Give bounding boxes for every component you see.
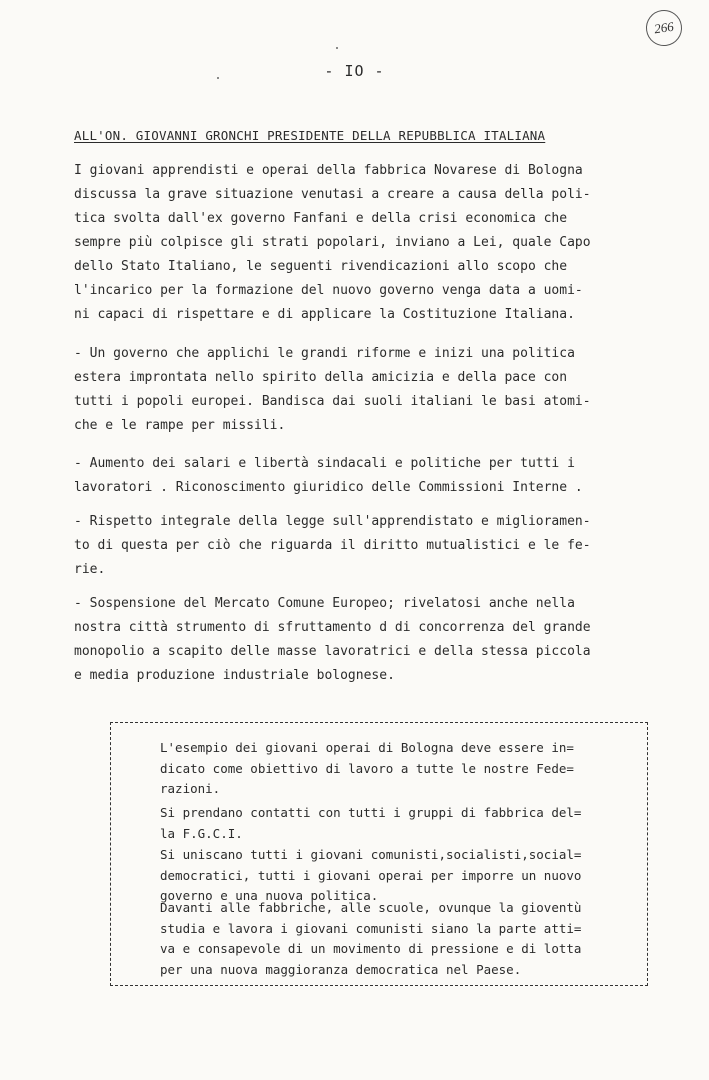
text-line: - Aumento dei salari e libertà sindacali e politiche per tutti i [74,456,575,471]
text-line: la F.G.C.I. [160,825,243,841]
text-line: l'incarico per la formazione del nuovo governo venga data a uomi- [74,283,583,298]
text-line: e media produzione industriale bolognese. [74,668,395,683]
text-line: per una nuova maggioranza democratica nel Paese. [160,961,522,977]
intro-paragraph [74,159,644,327]
text-line: dicato come obiettivo di lavoro a tutte le nostre Fede= [160,760,574,776]
demand-paragraph [74,592,644,688]
text-line: Si uniscano tutti i giovani comunisti,socialisti,social= [160,847,582,862]
box-paragraph [160,803,640,844]
text-line: sempre più colpisce gli strati popolari, inviano a Lei, quale Capo [74,235,591,250]
text-line: - Un governo che applichi le grandi riforme e inizi una politica [74,346,575,361]
box-paragraph [160,898,640,980]
scan-speck [336,47,338,49]
text-line: - Rispetto integrale della legge sull'apprendistato e miglioramen- [74,514,591,529]
text-line: to di questa per ciò che riguarda il diritto mutualistici e le fe- [74,538,591,553]
text-line: I giovani apprendisti e operai della fabbrica Novarese di Bologna [74,163,583,178]
text-line: - Sospensione del Mercato Comune Europeo; rivelatosi anche nella [74,596,575,611]
text-line: estera improntata nello spirito della amicizia e della pace con [74,370,568,385]
page-number: - IO - [324,62,385,80]
text-line: che e le rampe per missili. [74,418,286,433]
text-line: tica svolta dall'ex governo Fanfani e della crisi economica che [74,211,568,226]
demand-paragraph [74,342,644,438]
demand-paragraph [74,510,644,582]
text-line: nostra città strumento di sfruttamento d di concorrenza del grande [74,620,591,635]
text-line: lavoratori . Riconoscimento giuridico delle Commissioni Interne . [74,480,583,495]
text-line: discussa la grave situazione venutasi a creare a causa della poli- [74,187,591,202]
text-line: ni capaci di rispettare e di applicare la Costituzione Italiana. [74,307,575,322]
text-line: Davanti alle fabbriche, alle scuole, ovunque la gioventù [160,900,582,915]
text-line: monopolio a scapito delle masse lavoratrici e della stessa piccola [74,644,591,659]
text-line: studia e lavora i giovani comunisti siano la parte atti= [160,920,582,936]
text-line: L'esempio dei giovani operai di Bologna deve essere in= [160,740,574,755]
text-line: tutti i popoli europei. Bandisca dai suoli italiani le basi atomi- [74,394,591,409]
text-line: razioni. [160,781,221,796]
demand-paragraph [74,452,644,500]
text-line: va e consapevole di un movimento di pressione e di lotta [160,941,582,956]
box-paragraph [160,738,640,800]
text-line: Si prendano contatti con tutti i gruppi di fabbrica del= [160,805,582,820]
text-line: dello Stato Italiano, le seguenti rivendicazioni allo scopo che [74,259,568,274]
text-line: governo e una nuova politica. [160,888,379,903]
text-line: democratici, tutti i giovani operai per imporre un nuovo [160,867,582,883]
document-title: ALL'ON. GIOVANNI GRONCHI PRESIDENTE DELLA REPUBBLICA ITALIANA [74,128,546,143]
text-line: rie. [74,562,106,577]
archive-stamp: 266 [644,8,685,49]
